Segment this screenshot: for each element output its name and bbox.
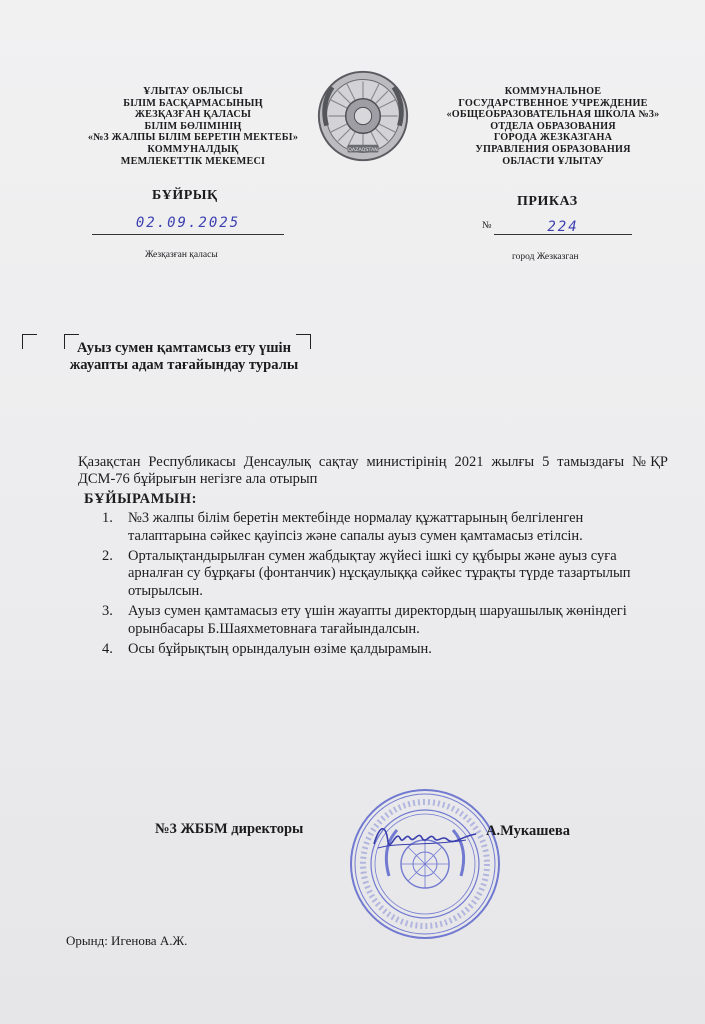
header-right-ru <box>418 86 688 167</box>
header-right-line: ОТДЕЛА ОБРАЗОВАНИЯ <box>490 120 616 132</box>
header-left-kz <box>78 86 308 167</box>
date-handwritten: 02.09.2025 <box>135 215 241 231</box>
city-ru: город Жезказган <box>512 252 579 262</box>
header-left-line: БІЛІМ БАСҚАРМАСЫНЫҢ <box>123 97 263 109</box>
city-kz: Жезқазған қаласы <box>145 250 218 260</box>
header-left-line: ЖЕЗҚАЗҒАН ҚАЛАСЫ <box>134 109 252 121</box>
signatory-title: №3 ЖББМ директоры <box>155 821 304 837</box>
list-item <box>102 603 664 639</box>
number-field <box>494 218 632 235</box>
item-text: Орталықтандырылған сумен жабдықтау жүйесі ішкі су құбыры және ауыз суға арналған су бұрқағы (фонтанчик) нұсқаулыққа сәйкес тұрақты түрде тазартылып отырылсын. <box>128 547 631 600</box>
doc-type-ru: ПРИКАЗ <box>517 194 578 209</box>
order-basis: Қазақстан Республикасы Денсаулық сақтау министірінің 2021 жылғы 5 тамыздағы №ҚР ДСМ-76 бұйрығын негізге ала отырып <box>78 454 668 487</box>
list-item <box>102 641 664 659</box>
item-number: 2. <box>102 547 113 564</box>
state-emblem-icon <box>315 68 411 164</box>
header-left-line: БІЛІМ БӨЛІМІНІҢ <box>144 120 242 132</box>
item-text: Осы бұйрықтың орындалуын өзіме қалдырамын. <box>128 640 432 657</box>
emblem-text: QAZAQSTAN <box>348 148 378 154</box>
header-left-line: МЕМЛЕКЕТТІК МЕКЕМЕСІ <box>120 155 266 167</box>
school-seal-icon <box>345 784 505 944</box>
item-number: 1. <box>102 510 113 526</box>
order-items <box>102 510 664 660</box>
doc-type-kz: БҰЙРЫҚ <box>152 188 218 203</box>
list-item <box>102 510 664 546</box>
header-right-line: ГОРОДА ЖЕЗКАЗГАНА <box>493 132 613 144</box>
header-right-line: ОБЛАСТИ ҰЛЫТАУ <box>502 155 604 167</box>
header-left-line: «№3 ЖАЛПЫ БІЛІМ БЕРЕТІН МЕКТЕБІ» <box>87 132 299 144</box>
executor-note: Орынд: Игенова А.Ж. <box>66 933 188 948</box>
header-right-line: КОММУНАЛЬНОЕ <box>504 86 602 97</box>
item-text: №3 жалпы білім беретін мектебінде нормалау құжаттарының белгіленген талаптарына сәйкес қауіпсіз және сапалы ауыз сумен қамтамасыз етілсін. <box>128 510 584 544</box>
item-text: Ауыз сумен қамтамасыз ету үшін жауапты директордың шаруашылық жөніндегі орынбасары Б.Шаяхметовнаға тағайындалсын. <box>128 602 627 637</box>
number-sign: № <box>482 220 492 231</box>
order-subject: Ауыз сумен қамтамсыз ету үшін жауапты адам тағайындау туралы <box>69 340 299 374</box>
order-word: БҰЙЫРАМЫН: <box>84 491 198 507</box>
header-right-line: ГОСУДАРСТВЕННОЕ УЧРЕЖДЕНИЕ <box>458 97 648 109</box>
handwritten-signature-icon <box>370 818 480 858</box>
item-number: 4. <box>102 640 113 657</box>
header-right-line: «ОБЩЕОБРАЗОВАТЕЛЬНАЯ ШКОЛА №3» <box>446 109 660 121</box>
date-field <box>92 214 284 235</box>
number-handwritten: 224 <box>547 219 579 235</box>
signatory-name: А.Мукашева <box>486 823 570 839</box>
header-left-line: КОММУНАЛДЫҚ <box>147 143 239 155</box>
corner-mark-icon <box>22 334 37 349</box>
item-number: 3. <box>102 602 113 619</box>
list-item <box>102 548 664 601</box>
header-right-line: УПРАВЛЕНИЯ ОБРАЗОВАНИЯ <box>475 143 631 155</box>
header-left-line: ҰЛЫТАУ ОБЛЫСЫ <box>143 86 243 97</box>
